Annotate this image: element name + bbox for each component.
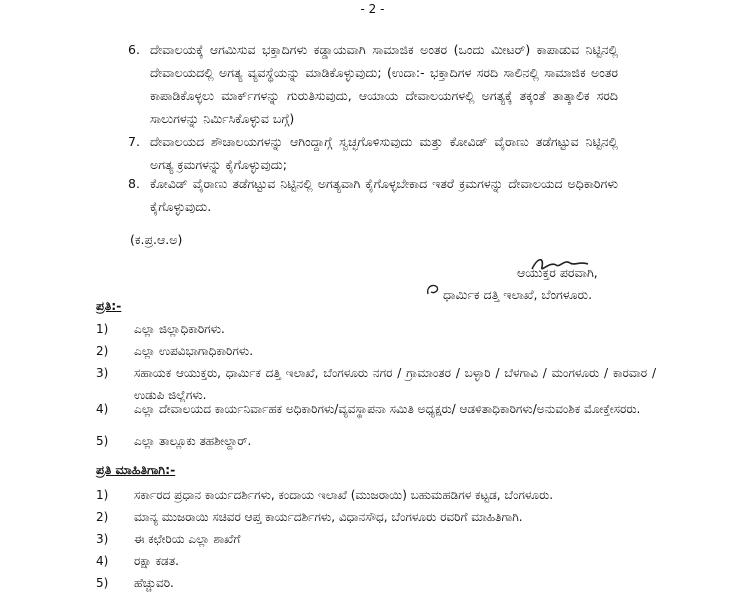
copy-to-item xyxy=(96,430,656,452)
point-8 xyxy=(128,172,618,218)
item-number: 4) xyxy=(96,554,109,568)
item-text: ಮಾನ್ಯ ಮುಜರಾಯಿ ಸಚಿವರ ಆಪ್ತ ಕಾರ್ಯದರ್ಶಿಗಳು, ವಿಧಾನಸೌಧ, ಬೆಂಗಳೂರು ರವರಿಗೆ ಮಾಹಿತಿಗಾಗಿ. xyxy=(134,510,523,524)
point-text: ದೇವಾಲಯದ ಶೌಚಾಲಯಗಳನ್ನು ಆಗಿಂದ್ದಾಗ್ಗೆ ಸ್ವಚ್ಛಗೊಳಿಸುವುದು ಮತ್ತು ಕೋವಿಡ್ ವೈರಾಣು ತಡೆಗಟ್ಟುವ ನಿಟ್ಟಿನಲ್ಲಿ ಅಗತ್ಯ ಕ್ರಮಗಳನ್ನು ಕೈಗೊಳ್ಳುವುದು; xyxy=(150,134,618,172)
item-number: 3) xyxy=(96,532,109,546)
item-number: 1) xyxy=(96,488,109,502)
copy-to-heading: ಪ್ರತಿ:- xyxy=(96,298,122,313)
item-text: ಸಹಾಯಕ ಆಯುಕ್ತರು, ಧಾರ್ಮಿಕ ದತ್ತಿ ಇಲಾಖೆ, ಬೆಂಗಳೂರು ನಗರ / ಗ್ರಾಮಾಂತರ / ಬಳ್ಳಾರಿ / ಬೆಳಗಾವಿ / ಮಂಗಳೂರು / ಕಾರವಾರ / ಉಡುಪಿ ಜಿಲ್ಲೆಗಳು. xyxy=(134,366,656,402)
copy-for-info-item xyxy=(96,528,656,550)
signature-flourish xyxy=(425,281,441,297)
point-text: ಕೋವಿಡ್ ವೈರಾಣು ತಡೆಗಟ್ಟುವ ನಿಟ್ಟಿನಲ್ಲಿ ಅಗತ್ಯವಾಗಿ ಕೈಗೊಳ್ಳಬೇಕಾದ ಇತರೆ ಕ್ರಮಗಳನ್ನು ದೇವಾಲಯದ ಅಧಿಕಾರಿಗಳು ಕೈಗೊಳ್ಳುವುದು. xyxy=(150,176,618,214)
point-6 xyxy=(128,38,618,130)
item-number: 5) xyxy=(96,434,109,448)
point-number: 6. xyxy=(128,42,140,57)
item-text: ಎಲ್ಲಾ ತಾಲ್ಲೂಕು ತಹಶೀಲ್ದಾರ್. xyxy=(134,434,252,448)
item-text: ರಕ್ಷಾ ಕಡತ. xyxy=(134,554,179,568)
copy-for-info-heading: ಪ್ರತಿ ಮಾಹಿತಿಗಾಗಿ:- xyxy=(96,462,176,477)
copy-to-item xyxy=(96,318,656,340)
item-text: ಎಲ್ಲಾ ದೇವಾಲಯದ ಕಾರ್ಯನಿರ್ವಾಹಕ ಅಧಿಕಾರಿಗಳು/ವ್ಯವಸ್ಥಾಪನಾ ಸಮಿತಿ ಅಧ್ಯಕ್ಷರು/ ಆಡಳಿತಾಧಿಕಾರಿಗಳು/ಅನುವಂಶಿಕ ಮೋಕ್ತೇಸರರು. xyxy=(134,402,641,416)
item-number: 2) xyxy=(96,344,109,358)
item-number: 3) xyxy=(96,366,109,380)
signature-title: ಆಯುಕ್ತರ ಪರವಾಗಿ, xyxy=(517,265,598,280)
item-text: ಸರ್ಕಾರದ ಪ್ರಧಾನ ಕಾರ್ಯದರ್ಶಿಗಳು, ಕಂದಾಯ ಇಲಾಖೆ (ಮುಜರಾಯಿ) ಬಹುಮಹಡಿಗಳ ಕಟ್ಟಡ, ಬೆಂಗಳೂರು. xyxy=(134,488,554,502)
point-number: 7. xyxy=(128,134,140,149)
item-text: ಹೆಚ್ಚುವರಿ. xyxy=(134,576,174,590)
point-text: ದೇವಾಲಯಕ್ಕೆ ಆಗಮಿಸುವ ಭಕ್ತಾದಿಗಳು ಕಡ್ಡಾಯವಾಗಿ ಸಾಮಾಜಿಕ ಅಂತರ (ಒಂದು ಮೀಟರ್) ಕಾಪಾಡುವ ನಿಟ್ಟಿನಲ್ಲಿ ದೇವಾಲಯದಲ್ಲಿ ಅಗತ್ಯ ವ್ಯವಸ್ಥೆಯನ್ನು ಮಾಡಿಕೊಳ್ಳುವುದು; (ಉದಾ:- ಭಕ್ತಾದಿಗಳ ಸರದಿ ಸಾಲಿನಲ್ಲಿ ಸಾಮಾಜಿಕ ಅಂತರ ಕಾಪಾಡಿಕೊಳ್ಳಲು ಮಾರ್ಕ್‌ಗಳನ್ನು ಗುರುತಿಸುವುದು, ಆಯಾಯ ದೇವಾಲಯಗಳಲ್ಲಿ ಅಗತ್ಯಕ್ಕೆ ತಕ್ಕಂತೆ ತಾತ್ಕಾಲಿಕ ಸರದಿ ಸಾಲುಗಳನ್ನು ನಿರ್ಮಿಸಿಕೊಳ್ಳುವ ಬಗ್ಗೆ) xyxy=(150,42,618,126)
item-text: ಎಲ್ಲಾ ಜಿಲ್ಲಾಧಿಕಾರಿಗಳು. xyxy=(134,322,225,336)
copy-for-info-item xyxy=(96,550,656,572)
point-7 xyxy=(128,130,618,176)
copy-to-item xyxy=(96,398,656,420)
signature-block xyxy=(425,255,685,315)
copy-for-info-item xyxy=(96,572,656,594)
page-number: - 2 - xyxy=(360,2,385,16)
item-number: 1) xyxy=(96,322,109,336)
copy-for-info-item xyxy=(96,506,656,528)
item-text: ಈ ಕಛೇರಿಯ ಎಲ್ಲಾ ಶಾಖೆಗೆ xyxy=(134,532,241,546)
point-number: 8. xyxy=(128,176,140,191)
reference-code: (ಕ.ಪ್ರ.ಆ.ಅ) xyxy=(130,232,183,247)
item-text: ಎಲ್ಲಾ ಉಪವಿಭಾಗಾಧಿಕಾರಿಗಳು. xyxy=(134,344,254,358)
item-number: 4) xyxy=(96,402,109,416)
item-number: 2) xyxy=(96,510,109,524)
copy-for-info-item xyxy=(96,484,656,506)
signature-department: ಧಾರ್ಮಿಕ ದತ್ತಿ ಇಲಾಖೆ, ಬೆಂಗಳೂರು. xyxy=(443,287,593,302)
copy-to-item xyxy=(96,340,656,362)
item-number: 5) xyxy=(96,576,109,590)
